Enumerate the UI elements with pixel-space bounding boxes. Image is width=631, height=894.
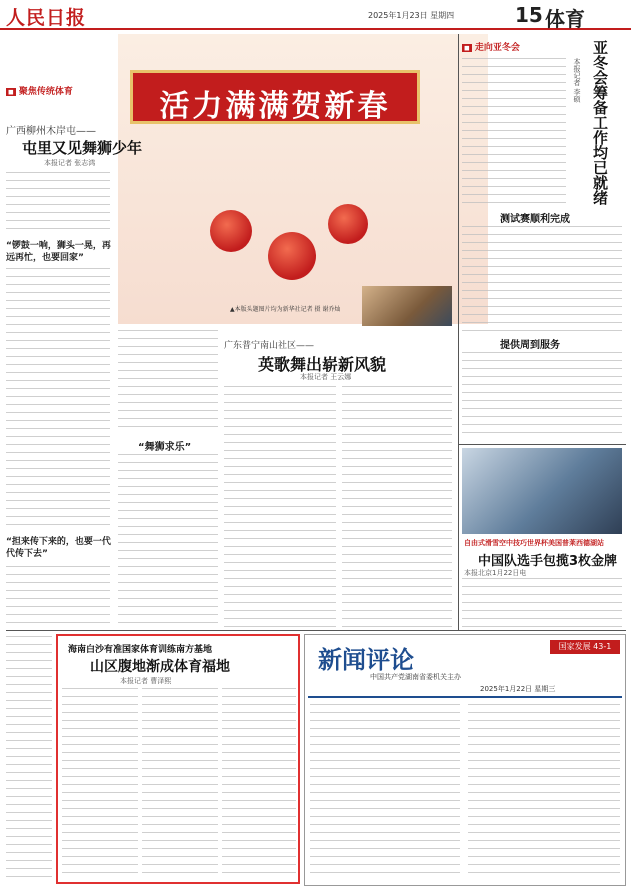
bottom-subhead: 中国队选手包揽3枚金牌 [478,554,618,569]
banner-title: 活力满满贺新春 [159,89,391,124]
ad-line: 中国共产党湖南省委机关主办 [370,673,461,681]
left-subhead: “舞狮求乐” [138,442,192,453]
left-subhead: “锣鼓一响，狮头一晃，再远再忙，也要回家” [6,241,111,263]
right-text-4 [462,578,622,630]
right-text-2 [462,226,622,332]
center-text-2 [342,386,452,630]
center-byline: 本报记者 王云娜 [300,373,352,381]
column-tag [6,84,73,97]
ad-red-label: 国家发展 43-1 [550,640,620,654]
tag-marker: ◼ [464,44,470,52]
right-text-3 [462,352,622,440]
left-text-1 [6,172,110,232]
masthead [0,0,631,30]
box-byline: 本报记者 曹泽熙 [120,677,172,685]
page-number: 15 [515,3,543,27]
right-text-1 [462,58,566,206]
left-text-2 [6,268,110,528]
issue-date: 2025年1月23日 星期四 [368,11,455,20]
lantern-icon [328,204,368,244]
ad-text-1 [310,704,460,880]
skiing-photo [462,448,622,534]
right-tag [462,40,520,53]
box-text-3 [222,688,296,878]
bottom-byline: 本报北京1月22日电 [464,569,527,577]
horizontal-divider [6,630,626,631]
ad-line: 2025年1月22日 星期三 [480,685,556,693]
vertical-byline: 本报记者 李硕 [573,58,581,103]
center-headline: 英歌舞出崭新风貌 [258,355,387,374]
box-text-1 [62,688,138,878]
section-divider [458,444,626,445]
lantern-icon [268,232,316,280]
bottom-left-text [6,636,52,884]
newspaper-logo: 人民日报 [6,7,87,29]
ad-text-2 [468,704,620,880]
ad-divider [308,696,622,698]
left-subhead: “担来传下来的，也要一代代传下去” [6,537,111,559]
left-text-5 [118,454,218,630]
center-text-1 [224,386,336,630]
left-headline: 屯里又见舞狮少年 [22,139,143,157]
box-text-2 [142,688,218,878]
column-tag-text: 聚焦传统体育 [18,87,73,97]
column-divider [458,34,459,630]
image-caption: ▲本版头题图片均为新华社记者 摄 谢乔灿 [230,306,341,313]
center-kicker: 广东普宁南山社区—— [224,341,315,351]
article-photo [362,286,452,326]
right-tag-text: 走向亚冬会 [474,43,520,53]
banner [130,70,420,124]
box-subheadline: 山区腹地渐成体育福地 [90,659,230,675]
left-text-3 [6,566,110,630]
ad-title: 新闻评论 [318,645,414,674]
vertical-title: 亚冬会筹备工作均已就绪 [591,40,609,205]
left-byline: 本报记者 张志鸿 [44,159,96,167]
tag-marker: ◼ [8,88,14,96]
side-head: 提供周到服务 [500,340,560,351]
lantern-icon [210,210,252,252]
box-headline: 海南白沙有准国家体育训练南方基地 [68,645,213,655]
side-head: 测试赛顺利完成 [500,214,570,225]
left-text-4 [118,330,218,430]
left-kicker: 广西柳州木岸屯—— [6,126,96,137]
bottom-headline: 自由式滑雪空中技巧世界杯美国普莱西德湖站 [464,539,604,547]
section-title: 体育 [545,7,585,31]
